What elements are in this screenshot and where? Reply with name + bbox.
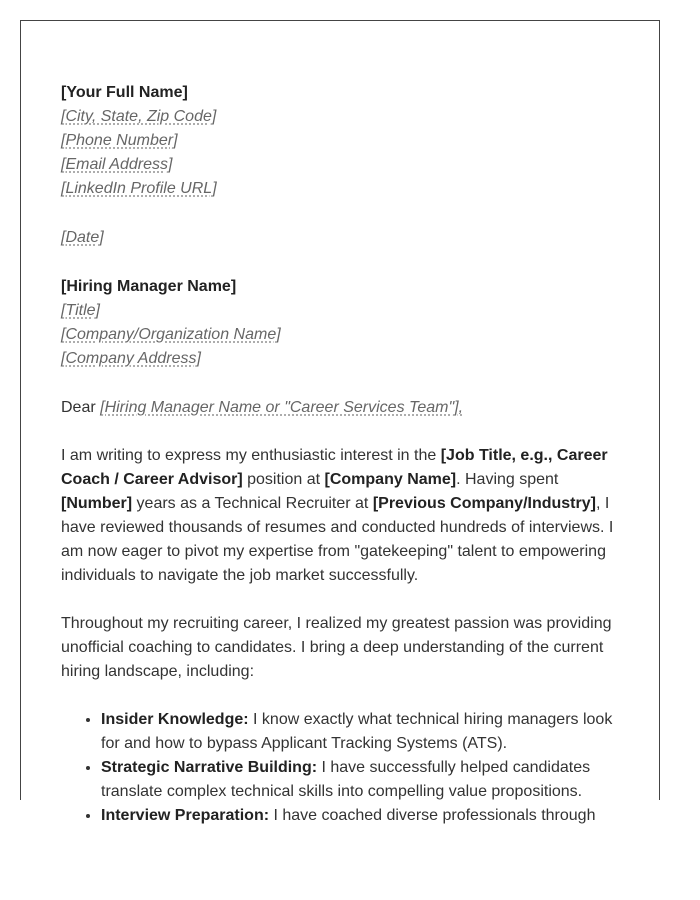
bullet-title: Insider Knowledge: — [101, 711, 249, 728]
paragraph-career: Throughout my recruiting career, I realized my greatest passion was providing unofficial coaching to candidates. I bring a deep understanding of the current hiring landscape, including: — [61, 615, 612, 680]
recipient-name: [Hiring Manager Name] — [61, 278, 237, 295]
para1-company: [Company Name] — [324, 471, 457, 488]
sender-full-name: [Your Full Name] — [61, 84, 188, 101]
letter-date: [Date] — [61, 229, 104, 246]
letter-page — [20, 20, 660, 824]
salutation-placeholder: [Hiring Manager Name or "Career Services Team"], — [100, 399, 464, 416]
para1-text-3: . Having spent — [456, 471, 559, 488]
para1-text-1: I am writing to express my enthusiastic interest in the — [61, 447, 441, 464]
para1-text-2: position at — [242, 471, 325, 488]
letter-content — [61, 81, 621, 828]
para1-text-5: , I have reviewed thousands of resumes and conducted hundreds of interviews. I am now eager to pivot my expertise from "gatekeeping" talent to empowering individuals to navigate the job market successfully. — [61, 495, 614, 584]
recipient-address: [Company Address] — [61, 350, 201, 367]
sender-phone: [Phone Number] — [61, 132, 178, 149]
salutation — [61, 396, 621, 420]
skills-list — [61, 708, 621, 828]
sender-linkedin: [LinkedIn Profile URL] — [61, 180, 217, 197]
bullet-title: Interview Preparation: — [101, 807, 270, 824]
para1-text-4: years as a Technical Recruiter at — [132, 495, 373, 512]
recipient-company: [Company/Organization Name] — [61, 326, 281, 343]
bullet-text: I know exactly what technical hiring managers look for and how to bypass Applicant Tracking Systems (ATS). — [101, 711, 613, 752]
salutation-prefix: Dear — [61, 399, 101, 416]
sender-city-state-zip: [City, State, Zip Code] — [61, 108, 217, 125]
list-item — [101, 756, 621, 804]
para1-previous-company: [Previous Company/Industry] — [372, 495, 596, 512]
bullet-text: I have successfully helped candidates translate complex technical skills into compelling value propositions. — [101, 759, 591, 800]
list-item — [101, 804, 621, 828]
sender-email: [Email Address] — [61, 156, 173, 173]
para1-job-title: [Job Title, e.g., Career Coach / Career Advisor] — [61, 447, 608, 488]
recipient-title: [Title] — [61, 302, 100, 319]
para1-number: [Number] — [61, 495, 133, 512]
bullet-text: I have coached diverse professionals through — [269, 807, 596, 824]
bullet-title: Strategic Narrative Building: — [101, 759, 318, 776]
list-item — [101, 708, 621, 756]
paragraph-intro — [61, 444, 621, 588]
